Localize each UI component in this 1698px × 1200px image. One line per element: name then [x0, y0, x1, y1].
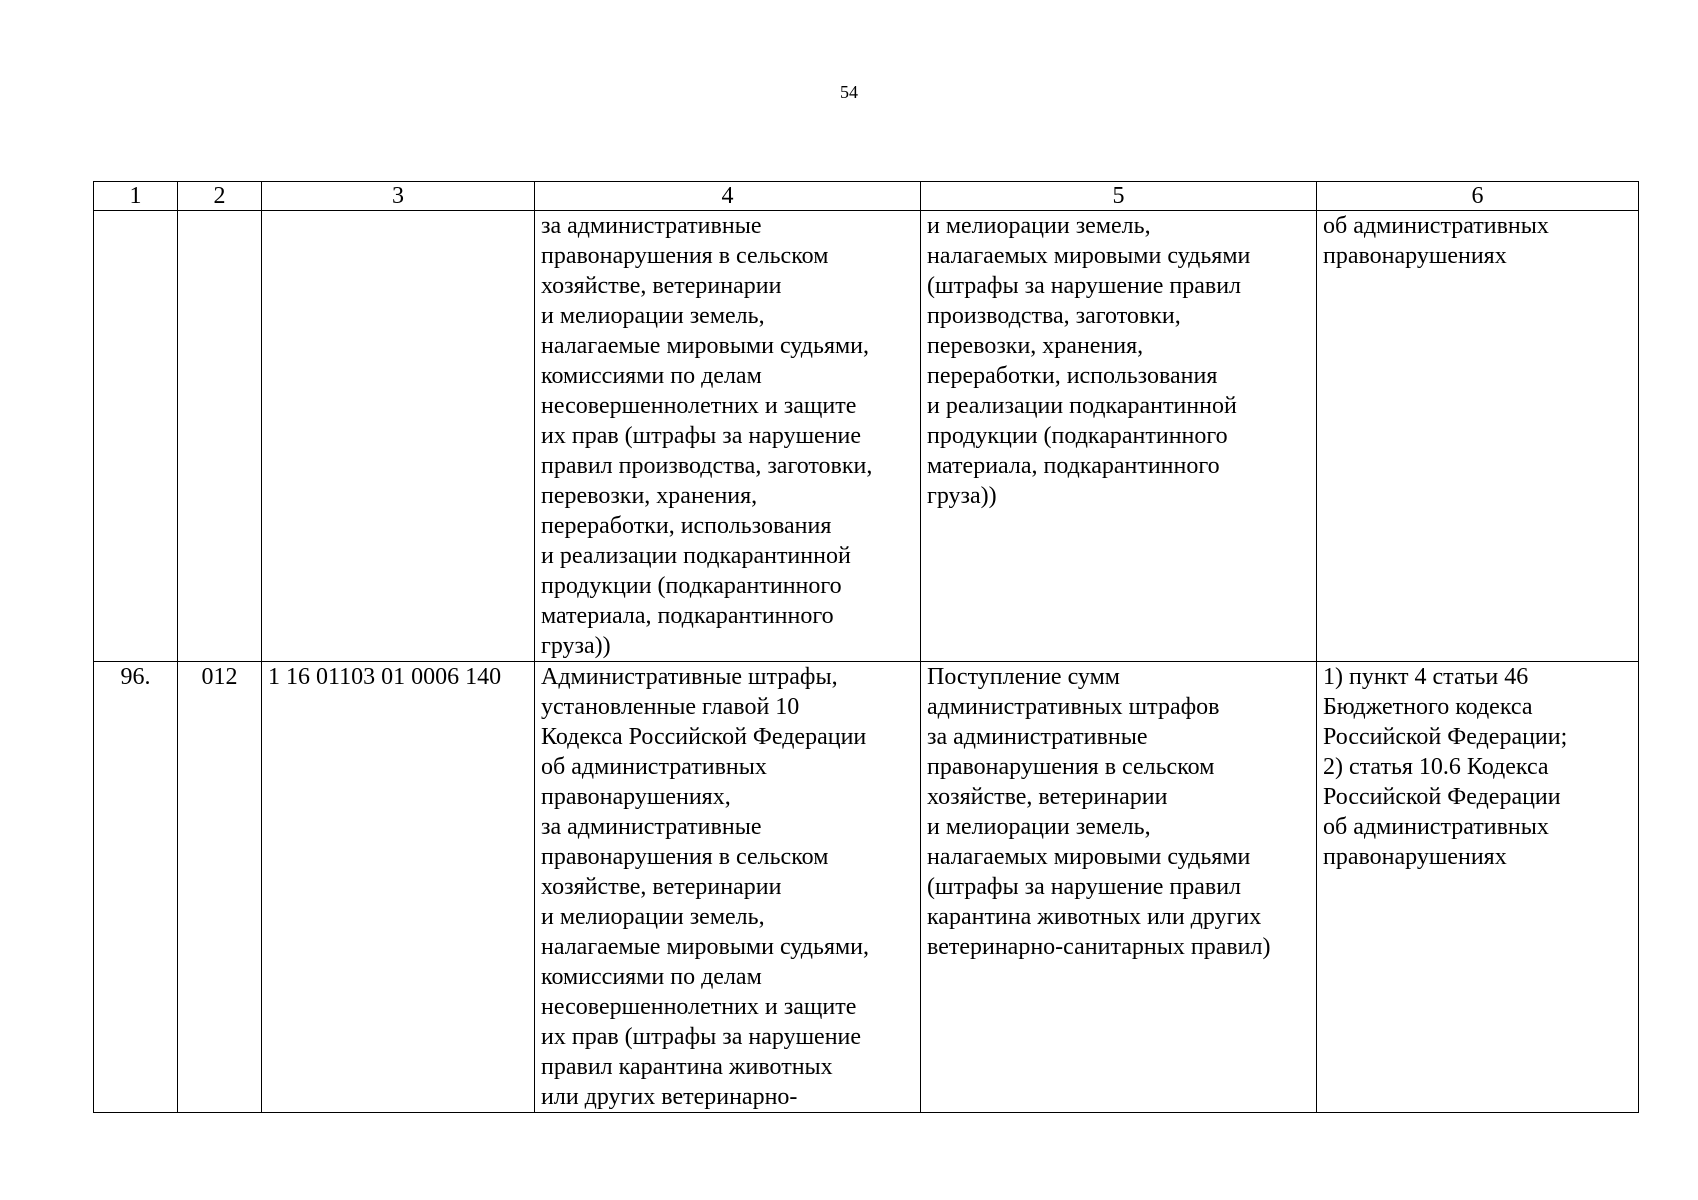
document-table: [93, 181, 1639, 1113]
income-description-cell: Поступление сумм административных штрафов за административные правонарушения в сельском хозяйстве, ветеринарии и мелиорации земель, налагаемых мировыми судьями (штрафы за нарушение правил карантина животных или других ветеринарно-санитарных правил): [921, 662, 1317, 1113]
table-row-96: [94, 662, 1639, 1113]
admin-code-cell: 012: [178, 662, 262, 1113]
column-header-5: 5: [921, 182, 1317, 211]
income-description-cell: и мелиорации земель, налагаемых мировыми судьями (штрафы за нарушение правил производства, заготовки, перевозки, хранения, переработки, использования и реализации подкарантинной продукции (подкарантинного материала, подкарантинного груза)): [921, 211, 1317, 662]
admin-code-cell: [178, 211, 262, 662]
table-row-continuation: [94, 211, 1639, 662]
column-header-4: 4: [535, 182, 921, 211]
income-name-cell: за административные правонарушения в сельском хозяйстве, ветеринарии и мелиорации земель, налагаемые мировыми судьями, комиссиями по делам несовершеннолетних и защите их прав (штрафы за нарушение правил производства, заготовки, перевозки, хранения, переработки, использования и реализации подкарантинной продукции (подкарантинного материала, подкарантинного груза)): [535, 211, 921, 662]
row-number-cell: [94, 211, 178, 662]
column-header-2: 2: [178, 182, 262, 211]
column-header-1: 1: [94, 182, 178, 211]
column-header-6: 6: [1317, 182, 1639, 211]
budget-code-cell: [262, 211, 535, 662]
legal-basis-cell: об административных правонарушениях: [1317, 211, 1639, 662]
table-header-row: [94, 182, 1639, 211]
budget-code-cell: 1 16 01103 01 0006 140: [262, 662, 535, 1113]
page-number: 54: [840, 82, 858, 102]
row-number-cell: 96.: [94, 662, 178, 1113]
income-name-cell: Административные штрафы, установленные главой 10 Кодекса Российской Федерации об административных правонарушениях, за административные правонарушения в сельском хозяйстве, ветеринарии и мелиорации земель, налагаемые мировыми судьями, комиссиями по делам несовершеннолетних и защите их прав (штрафы за нарушение правил карантина животных или других ветеринарно-: [535, 662, 921, 1113]
legal-basis-cell: 1) пункт 4 статьи 46 Бюджетного кодекса Российской Федерации; 2) статья 10.6 Кодекса Российской Федерации об административных правонарушениях: [1317, 662, 1639, 1113]
column-header-3: 3: [262, 182, 535, 211]
